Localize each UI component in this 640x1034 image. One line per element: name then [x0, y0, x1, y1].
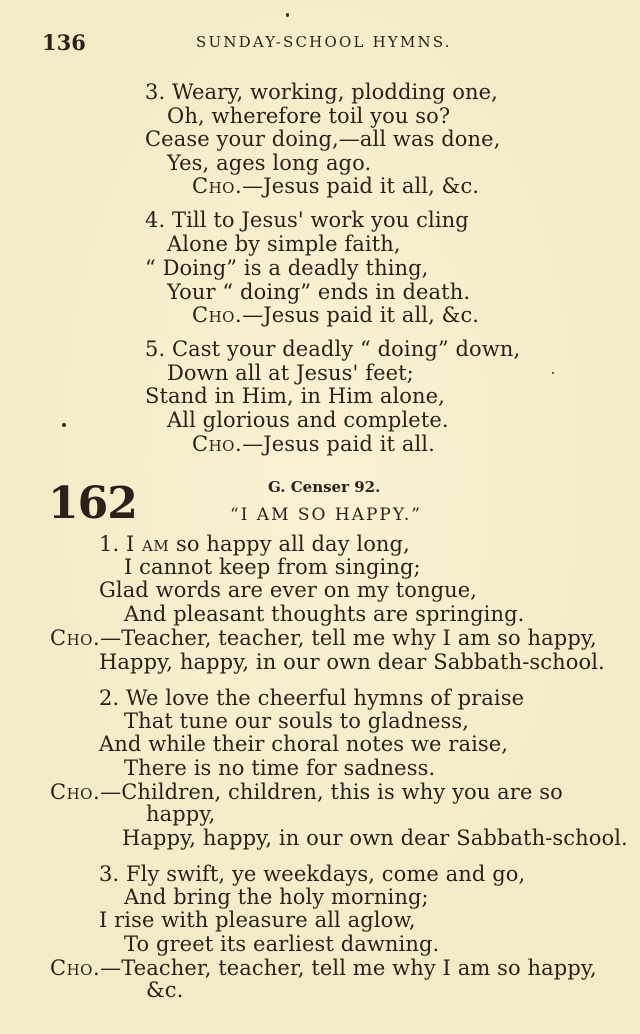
chorus-line — [192, 174, 479, 198]
verse-line: Your “ doing” ends in death. — [167, 280, 471, 304]
chorus-line — [50, 956, 597, 980]
verse-line: Yes, ages long ago. — [167, 151, 372, 175]
verse-line: 5. Cast your deadly “ doing” down, — [145, 337, 521, 361]
print-speck — [62, 423, 66, 427]
verse-line: 3. Weary, working, plodding one, — [145, 80, 498, 104]
verse-line: Alone by simple faith, — [167, 232, 401, 256]
chorus-label: Cho. — [192, 432, 243, 456]
chorus-label: Cho. — [50, 956, 101, 980]
chorus-label: Cho. — [50, 780, 101, 804]
hymn-title: “I AM SO HAPPY.” — [230, 505, 422, 525]
verse-line: And bring the holy morning; — [124, 885, 429, 909]
verse-line: “ Doing” is a deadly thing, — [145, 256, 429, 280]
first-word: I am — [126, 532, 170, 556]
verse-line: Glad words are ever on my tongue, — [99, 578, 478, 602]
verse-line: All glorious and complete. — [167, 408, 449, 432]
verse-line: And pleasant thoughts are springing. — [124, 602, 525, 626]
verse-line: Stand in Him, in Him alone, — [145, 384, 445, 408]
verse-line: That tune our souls to gladness, — [124, 709, 470, 733]
verse-line: I rise with pleasure all aglow, — [99, 908, 416, 932]
chorus-text: —Children, children, this is why you are so — [100, 780, 563, 804]
running-title: SUNDAY-SCHOOL HYMNS. — [196, 33, 452, 51]
verse-line: 4. Till to Jesus' work you cling — [145, 208, 469, 232]
chorus-label: Cho. — [50, 626, 101, 650]
chorus-label: Cho. — [192, 303, 243, 327]
chorus-text: —Jesus paid it all. — [242, 432, 435, 456]
chorus-text: —Jesus paid it all, &c. — [242, 303, 480, 327]
chorus-text: —Jesus paid it all, &c. — [242, 174, 480, 198]
print-speck — [552, 372, 554, 374]
chorus-line: &c. — [146, 978, 184, 1002]
verse-line: 3. Fly swift, ye weekdays, come and go, — [99, 862, 526, 886]
verse-line: Oh, wherefore toil you so? — [167, 104, 451, 128]
hymn-number: 162 — [48, 478, 137, 529]
chorus-line — [50, 626, 597, 650]
stanza-number: 1. — [99, 532, 120, 556]
verse-line: To greet its earliest dawning. — [124, 932, 440, 956]
verse-line: Down all at Jesus' feet; — [167, 361, 414, 385]
chorus-line: Happy, happy, in our own dear Sabbath-school. — [122, 826, 628, 850]
chorus-label: Cho. — [192, 174, 243, 198]
chorus-line: Happy, happy, in our own dear Sabbath-school. — [99, 650, 605, 674]
chorus-line — [192, 303, 479, 327]
verse-line — [99, 532, 410, 556]
verse-line: There is no time for sadness. — [124, 756, 436, 780]
chorus-line: happy, — [146, 802, 216, 826]
chorus-line — [50, 780, 563, 804]
chorus-text: —Teacher, teacher, tell me why I am so happy, — [100, 956, 597, 980]
chorus-text: —Teacher, teacher, tell me why I am so happy, — [100, 626, 597, 650]
page-number: 136 — [42, 30, 86, 55]
verse-line: And while their choral notes we raise, — [99, 732, 509, 756]
verse-line: 2. We love the cheerful hymns of praise — [99, 686, 525, 710]
chorus-line — [192, 432, 435, 456]
print-speck — [286, 13, 289, 17]
verse-text: so happy all day long, — [169, 532, 410, 556]
verse-line: I cannot keep from singing; — [124, 555, 421, 579]
verse-line: Cease your doing,—all was done, — [145, 127, 501, 151]
tune-name: G. Censer 92. — [268, 478, 381, 496]
